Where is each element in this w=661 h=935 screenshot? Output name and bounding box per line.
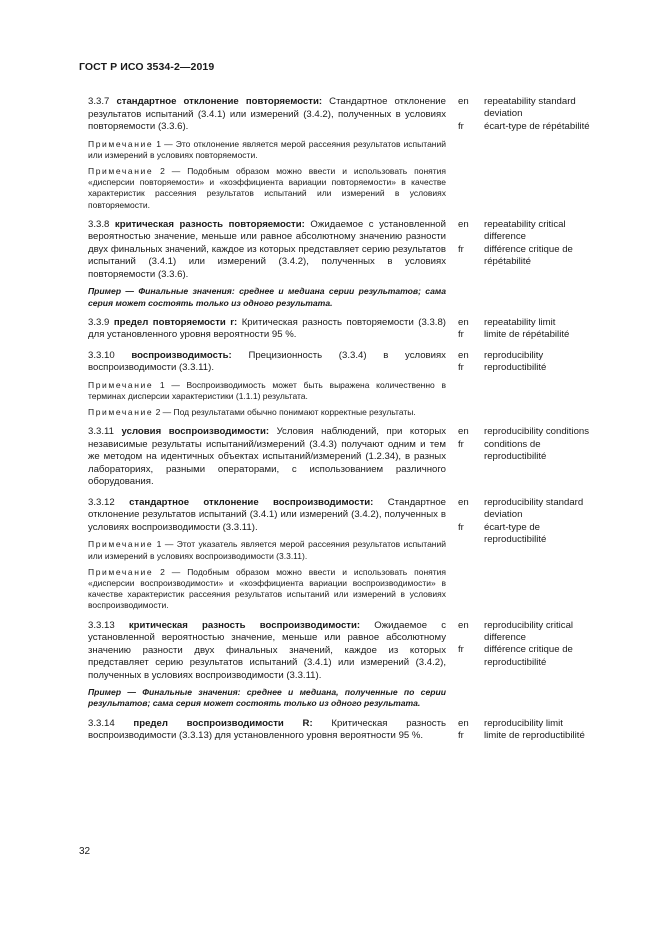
term-entry-3-3-14 <box>88 718 608 743</box>
definition: 3.3.13 критическая разность воспроизводимости: Ожидаемое с установленной вероятностью значение, меньше или равное абсолютному значению разности двух финальных значений, каждое из которых представляет серию результатов испытаний (3.4.1) или измерений (3.4.2), полученных в условиях воспроизводимости (3.3.11). <box>88 619 446 681</box>
definition: 3.3.11 условия воспроизводимости: Условия наблюдений, при которых независимые результаты испытаний/измерений (3.4.3) получают одним и тем же методом на идентичных объектах испытаний/измерений (1.2.34), в разных лабораториях, разными операторами, с использованием различного оборудования. <box>88 426 447 488</box>
language-codes: en fr <box>458 218 469 255</box>
document-header: ГОСТ Р ИСО 3534-2—2019 <box>79 61 215 73</box>
note: Примечание 1 — Воспроизводимость может быть выражена количественно в терминах дисперсии характеристики (1.1.1) результата. <box>88 379 446 402</box>
note: Примечание 2 — Под результатами обычно понимают корректные результаты. <box>88 407 416 418</box>
note: Примечание 1 — Этот указатель является мерой рассеяния результатов испытаний или измерений в условиях воспроизводимости (3.3.11). <box>88 539 446 561</box>
definition: 3.3.7 стандартное отклонение повторяемости: Стандартное отклонение результатов испытаний (3.4.1) или измерений (3.4.2), полученных в условиях повторяемости (3.3.6). <box>88 96 447 132</box>
term-entry-3-3-10 <box>88 350 608 419</box>
language-codes: en fr <box>458 349 469 374</box>
term-entry-3-3-11 <box>88 426 608 489</box>
language-codes: en fr <box>458 496 469 533</box>
language-codes: en fr <box>458 96 469 132</box>
language-codes: en fr <box>458 619 469 656</box>
page-number: 32 <box>79 846 91 857</box>
terms-list <box>88 96 608 751</box>
example: Пример — Финальные значения: среднее и медиана, полученные по серии результатов; сама серия может состоять только из одного результата. <box>88 687 446 709</box>
foreign-terms: reproducibility standard deviation écart-type de reproductibilité <box>484 496 584 546</box>
foreign-terms: reproducibility reproductibilité <box>484 349 547 374</box>
note: Примечание 2 — Подобным образом можно ввести и использовать понятия «дисперсии воспроизводимости» и «коэффициента вариации воспроизводимости» в качестве характеристик рассеяния результатов испытаний или измерений в условиях воспроизводимости. <box>88 566 446 611</box>
foreign-terms: repeatability standard deviation écart-type de répétabilité <box>484 96 590 132</box>
term-entry-3-3-9 <box>88 317 608 342</box>
term-entry-3-3-8 <box>88 219 608 309</box>
foreign-terms: repeatability limit limite de répétabilité <box>484 316 570 341</box>
language-codes: en fr <box>458 316 469 341</box>
definition: 3.3.9 предел повторяемости r: Критическая разность повторяемости (3.3.8) для установленного уровня вероятности 95 %. <box>88 316 446 341</box>
term-entry-3-3-12 <box>88 497 608 612</box>
definition: 3.3.12 стандартное отклонение воспроизводимости: Стандартное отклонение результатов испытаний (3.4.1) или измерений (3.4.2), полученных в условиях воспроизводимости (3.3.11). <box>88 496 447 533</box>
example: Пример — Финальные значения: среднее и медиана серии результатов; сама серия может состоять только из одного результата. <box>88 286 446 308</box>
language-codes: en fr <box>458 717 469 742</box>
definition: 3.3.10 воспроизводимость: Прецизионность (3.3.4) в условиях воспроизводимости (3.3.11). <box>88 349 446 374</box>
note: Примечание 1 — Это отклонение является мерой рассеяния результатов испытаний или измерений в условиях повторяемости. <box>88 138 446 160</box>
language-codes: en fr <box>458 426 469 450</box>
term-entry-3-3-13 <box>88 620 608 710</box>
foreign-terms: reproducibility critical difference différence critique de reproductibilité <box>484 619 574 668</box>
term-entry-3-3-7 <box>88 96 608 211</box>
definition: 3.3.8 критическая разность повторяемости: Ожидаемое с установленной вероятностью значение, меньше или равное абсолютному значению разности двух финальных значений, каждое из которых представляет серию результатов испытаний (3.4.1) или измерений (3.4.2), полученных в условиях повторяемости (3.3.6). <box>88 218 446 280</box>
foreign-terms: reproducibility limit limite de reproductibilité <box>484 717 585 742</box>
note: Примечание 2 — Подобным образом можно ввести и использовать понятия «дисперсии повторяемости» и «коэффициента вариации повторяемости» в качестве характеристик рассеяния результатов испытаний или измерений в условиях повторяемости. <box>88 165 446 210</box>
foreign-terms: reproducibility conditions conditions de reproductibilité <box>484 426 590 463</box>
definition: 3.3.14 предел воспроизводимости R: Критическая разность воспроизводимости (3.3.13) для установленного уровня вероятности 95 %. <box>88 717 446 742</box>
foreign-terms: repeatability critical difference différence critique de répétabilité <box>484 218 573 267</box>
